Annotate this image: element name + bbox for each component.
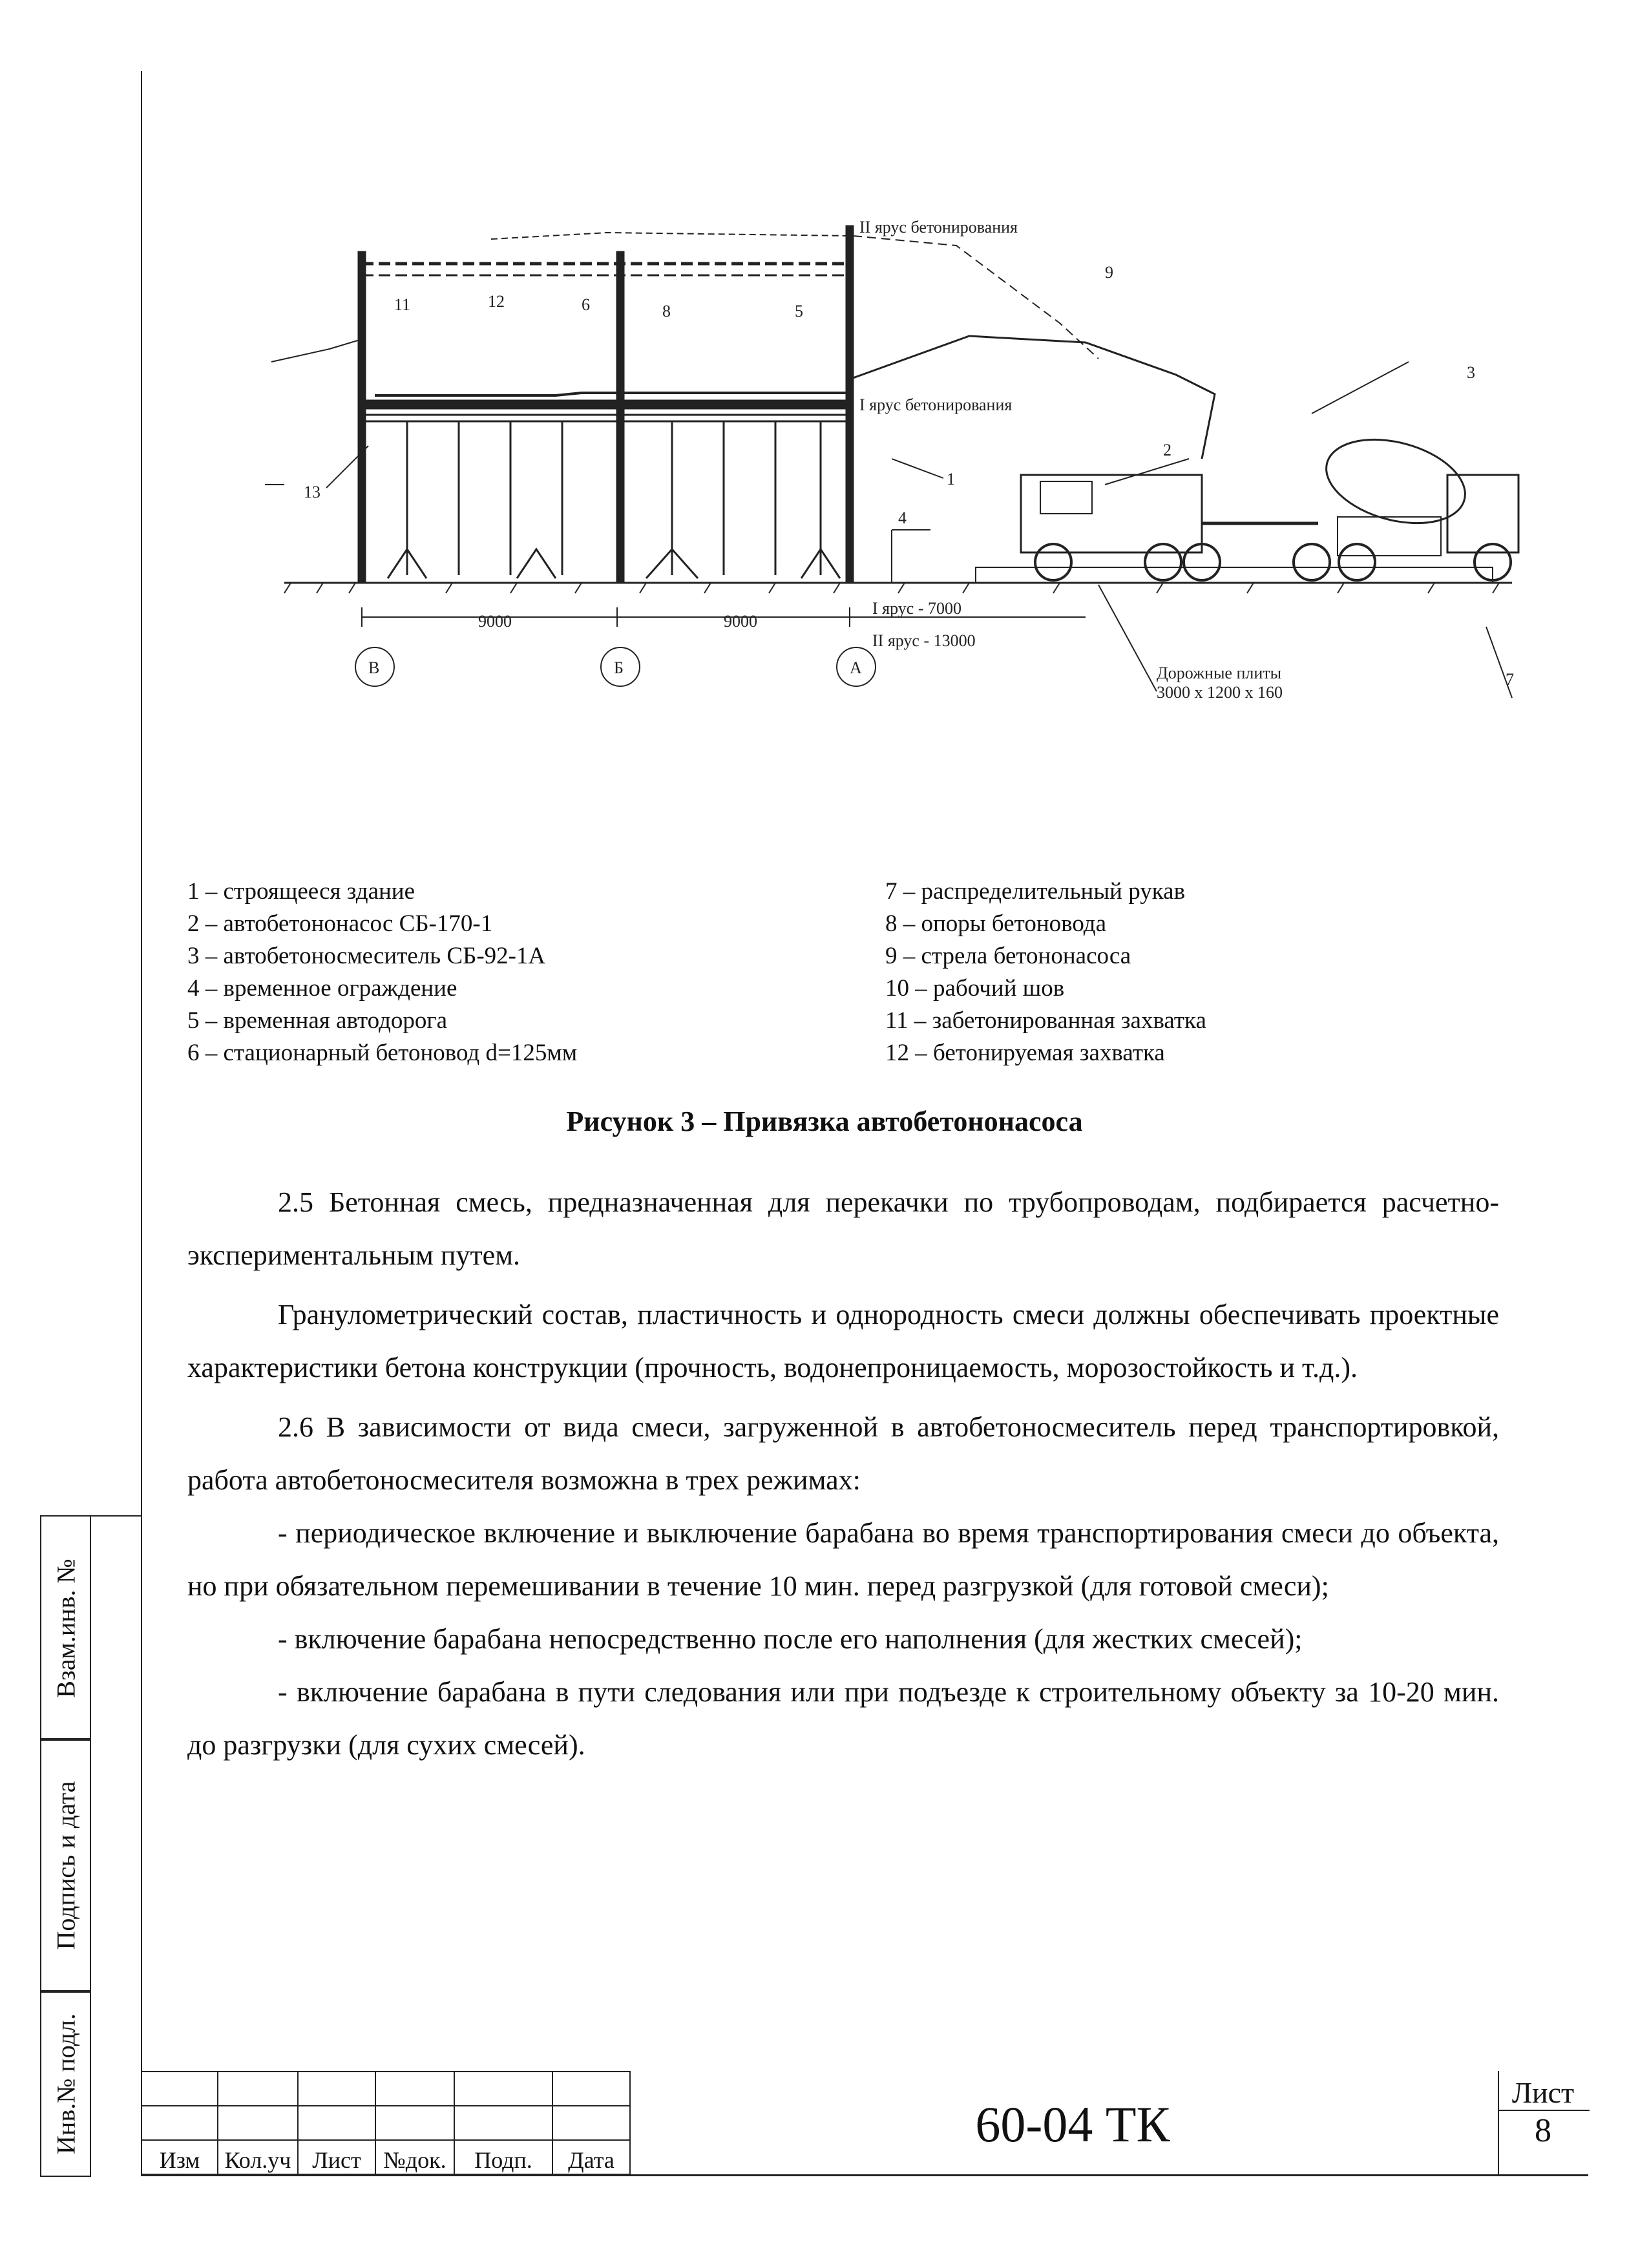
- legend-item: 8 – опоры бетоновода: [885, 910, 1107, 937]
- figure-caption: Рисунок 3 – Привязка автобетононасоса: [566, 1106, 1083, 1137]
- legend-right: [885, 876, 1206, 1069]
- callout-3: 3: [1467, 363, 1475, 382]
- legend-item: 3 – автобетоносмеситель СБ-92-1А: [187, 943, 546, 969]
- legend-item: 6 – стационарный бетоновод d=125мм: [187, 1040, 578, 1066]
- legend-item: 12 – бетонируемая захватка: [885, 1040, 1165, 1066]
- callout-13: 13: [304, 483, 320, 501]
- tb-header-izm: Изм: [142, 2140, 218, 2174]
- callout-4: 4: [898, 509, 907, 527]
- callout-11: 11: [394, 295, 411, 314]
- axis-a: А: [850, 658, 862, 677]
- tier1-label: I ярус бетонирования: [859, 395, 1013, 414]
- side-stamp-vzam: [40, 1515, 91, 1741]
- side-stamp-podpis-label: Подпись и дата: [51, 1781, 80, 1950]
- tier2-reach: II ярус - 13000: [872, 631, 976, 650]
- legend-item: 10 – рабочий шов: [885, 975, 1065, 1002]
- callout-6: 5: [795, 302, 803, 320]
- side-stamp-vzam-label: Взам.инв. №: [51, 1558, 80, 1698]
- sheet-number: 8: [1535, 2112, 1551, 2149]
- dim-left: 9000: [478, 612, 512, 631]
- callout-12: 12: [488, 292, 505, 311]
- legend-item: 11 – забетонированная захватка: [885, 1007, 1206, 1034]
- sheet-label: Лист: [1511, 2076, 1575, 2109]
- callout-9: 9: [1105, 263, 1113, 282]
- axis-b: Б: [614, 658, 624, 677]
- legend-item: 2 – автобетононасос СБ-170-1: [187, 910, 493, 937]
- callout-7: 6: [582, 295, 590, 314]
- callout-5: 7: [1506, 670, 1514, 689]
- legend-item: 9 – стрела бетононасоса: [885, 943, 1131, 969]
- title-block-table: [141, 2071, 631, 2175]
- document-code: 60-04 ТК: [975, 2096, 1170, 2152]
- dim-right: 9000: [724, 612, 757, 631]
- side-stamp-inv: [40, 1990, 91, 2177]
- callout-8: 8: [662, 302, 671, 320]
- paragraph: - включение барабана непосредственно после его наполнения (для жестких смесей);: [278, 1623, 1303, 1655]
- legend-item: 4 – временное ограждение: [187, 975, 457, 1002]
- tb-header-data: Дата: [552, 2140, 630, 2174]
- tb-header-podp: Подп.: [454, 2140, 552, 2174]
- side-stamp-blank: [89, 1515, 141, 2176]
- road-plates-line2: 3000 x 1200 x 160: [1157, 683, 1283, 702]
- side-stamp-inv-label: Инв.№ подл.: [51, 2013, 80, 2154]
- callout-2: 2: [1163, 441, 1171, 459]
- road-plates-line1: Дорожные плиты: [1157, 664, 1282, 682]
- tier2-label: II ярус бетонирования: [859, 218, 1018, 236]
- legend-item: 7 – распределительный рукав: [885, 878, 1186, 905]
- legend-item: 5 – временная автодорога: [187, 1007, 448, 1034]
- paragraph: 2.6 В зависимости от вида смеси, загруженной в автобетоносмеситель перед транспортировкой, работа автобетоносмесителя возможна в трех режимах:: [187, 1411, 1499, 1496]
- tier1-reach: I ярус - 7000: [872, 599, 961, 618]
- tb-header-ndok: №док.: [375, 2140, 454, 2174]
- legend-left: [187, 876, 577, 1069]
- legend-item: 1 – строящееся здание: [187, 878, 415, 905]
- tb-header-list: Лист: [298, 2140, 375, 2174]
- axis-v: В: [368, 658, 380, 677]
- frame-left-border: [141, 71, 142, 2174]
- body-text: [187, 1176, 1499, 1772]
- paragraph: - периодическое включение и выключение барабана во время транспортирования смеси до объекта, но при обязательном перемешивании в течение 10 мин. перед разгрузкой (для готовой смеси);: [187, 1517, 1499, 1602]
- callout-1: 1: [947, 470, 955, 488]
- paragraph: Гранулометрический состав, пластичность и однородность смеси должны обеспечивать проектные характеристики бетона конструкции (прочность, водонепроницаемость, морозостойкость и т.д.).: [187, 1299, 1499, 1383]
- paragraph: 2.5 Бетонная смесь, предназначенная для перекачки по трубопроводам, подбирается расчетно-экспериментальным путем.: [187, 1186, 1499, 1271]
- concrete-pump-diagram: [246, 187, 1538, 730]
- side-stamp-podpis: [40, 1738, 91, 1993]
- tb-header-kolvo: Кол.уч: [218, 2140, 298, 2174]
- paragraph: - включение барабана в пути следования или при подъезде к строительному объекту за 10-20 мин. до разгрузки (для сухих смесей).: [187, 1676, 1499, 1761]
